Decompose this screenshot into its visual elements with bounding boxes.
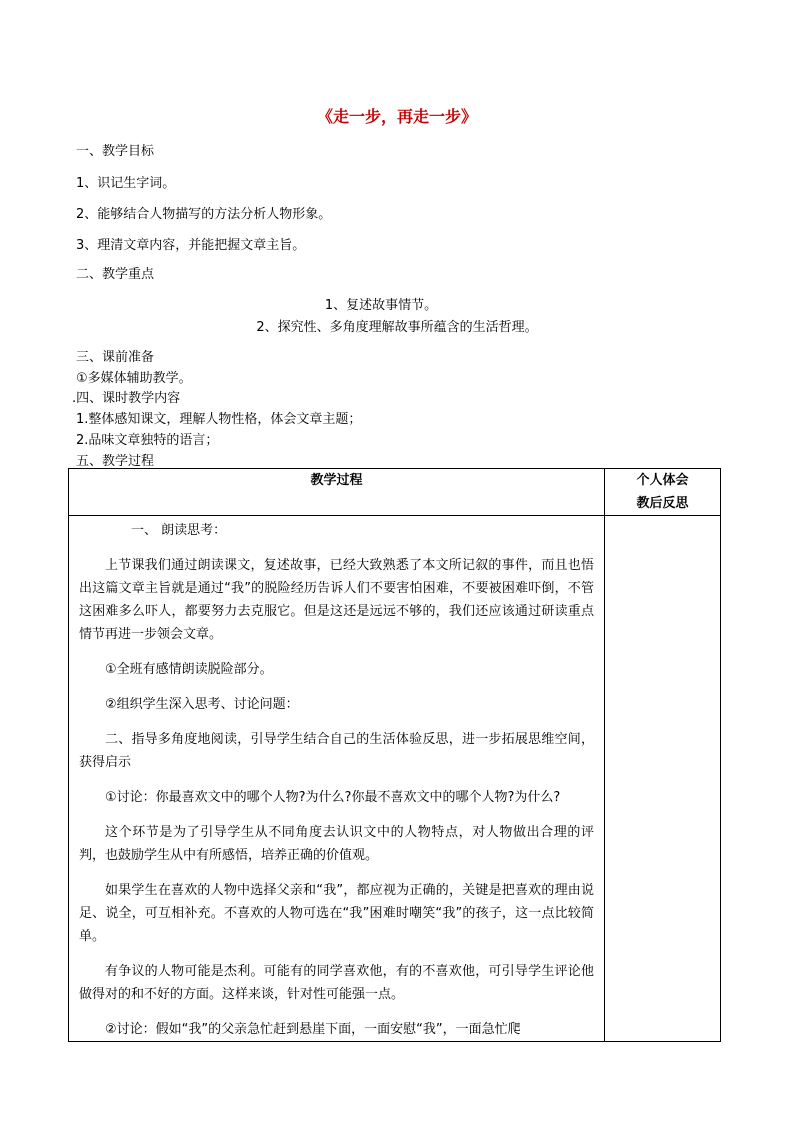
process-paragraph: 上节课我们通过朗读课文，复述故事，已经大致熟悉了本文所记叙的事件，而且也悟出这篇文章主旨就是通过“我”的脱险经历告诉人们不要害怕困难，不要被困难吓倒，不管这困难多么吓人，都要努力去克服它。但是这还是远远不够的，我们还应该通过研读重点情节再进一步领会文章。 bbox=[79, 558, 594, 642]
document-title: 《走一步，再走一步》 bbox=[316, 107, 477, 126]
header-teaching-process bbox=[69, 469, 605, 516]
focus-heading: 二、教学重点 bbox=[76, 267, 155, 282]
process-heading: 五、教学过程 bbox=[76, 454, 155, 469]
process-paragraph: ②讨论：假如“我”的父亲急忙赶到悬崖下面，一面安慰“我”，一面急忙爬 bbox=[105, 1022, 521, 1037]
teaching-process-table bbox=[68, 468, 721, 1042]
prep-heading: 三、课前准备 bbox=[76, 350, 155, 365]
header-reflection-line1: 个人体会 bbox=[636, 473, 689, 488]
prep-item-1: ①多媒体辅助教学。 bbox=[76, 371, 192, 386]
goal-item-1: 1、识记生字词。 bbox=[76, 176, 176, 191]
header-reflection-line2: 教后反思 bbox=[636, 496, 689, 511]
header-teaching-process-label: 教学过程 bbox=[310, 473, 363, 488]
header-reflection bbox=[605, 469, 721, 516]
focus-item-2: 2、探究性、多角度理解故事所蕴含的生活哲理。 bbox=[256, 320, 538, 335]
process-paragraph: 这个环节是为了引导学生从不同角度去认识文中的人物特点，对人物做出合理的评判，也鼓励学生从中有所感悟，培养正确的价值观。 bbox=[79, 825, 594, 863]
process-paragraph: 二、指导多角度地阅读，引导学生结合自己的生活体验反思，进一步拓展思维空间，获得启示 bbox=[79, 732, 594, 770]
reflection-cell bbox=[605, 516, 721, 1042]
process-paragraph: ①讨论：你最喜欢文中的哪个人物?为什么?你最不喜欢文中的哪个人物?为什么? bbox=[105, 790, 561, 805]
process-paragraph: 有争议的人物可能是杰利。可能有的同学喜欢他，有的不喜欢他，可引导学生评论他做得对的和不好的方面。这样来谈，针对性可能强一点。 bbox=[79, 964, 594, 1002]
process-paragraph: 一、 朗读思考： bbox=[131, 523, 227, 538]
goal-item-3: 3、理清文章内容，并能把握文章主旨。 bbox=[76, 238, 306, 253]
process-paragraph: 如果学生在喜欢的人物中选择父亲和“我”，都应视为正确的，关键是把喜欢的理由说足、说全，可互相补充。不喜欢的人物可选在“我”困难时嘲笑“我”的孩子，这一点比较简单。 bbox=[79, 883, 594, 944]
content-heading: .四、课时教学内容 bbox=[72, 391, 181, 406]
focus-item-1: 1、复述故事情节。 bbox=[324, 298, 438, 313]
goal-item-2: 2、能够结合人物描写的方法分析人物形象。 bbox=[76, 207, 332, 222]
content-item-1: 1.整体感知课文，理解人物性格，体会文章主题； bbox=[76, 412, 362, 427]
process-paragraph: ②组织学生深入思考、讨论问题： bbox=[105, 697, 299, 712]
process-paragraph: ①全班有感情朗读脱险部分。 bbox=[105, 662, 273, 677]
goals-heading: 一、教学目标 bbox=[76, 144, 155, 159]
process-content-cell bbox=[69, 516, 605, 1042]
content-item-2: 2.品味文章独特的语言； bbox=[76, 433, 219, 448]
